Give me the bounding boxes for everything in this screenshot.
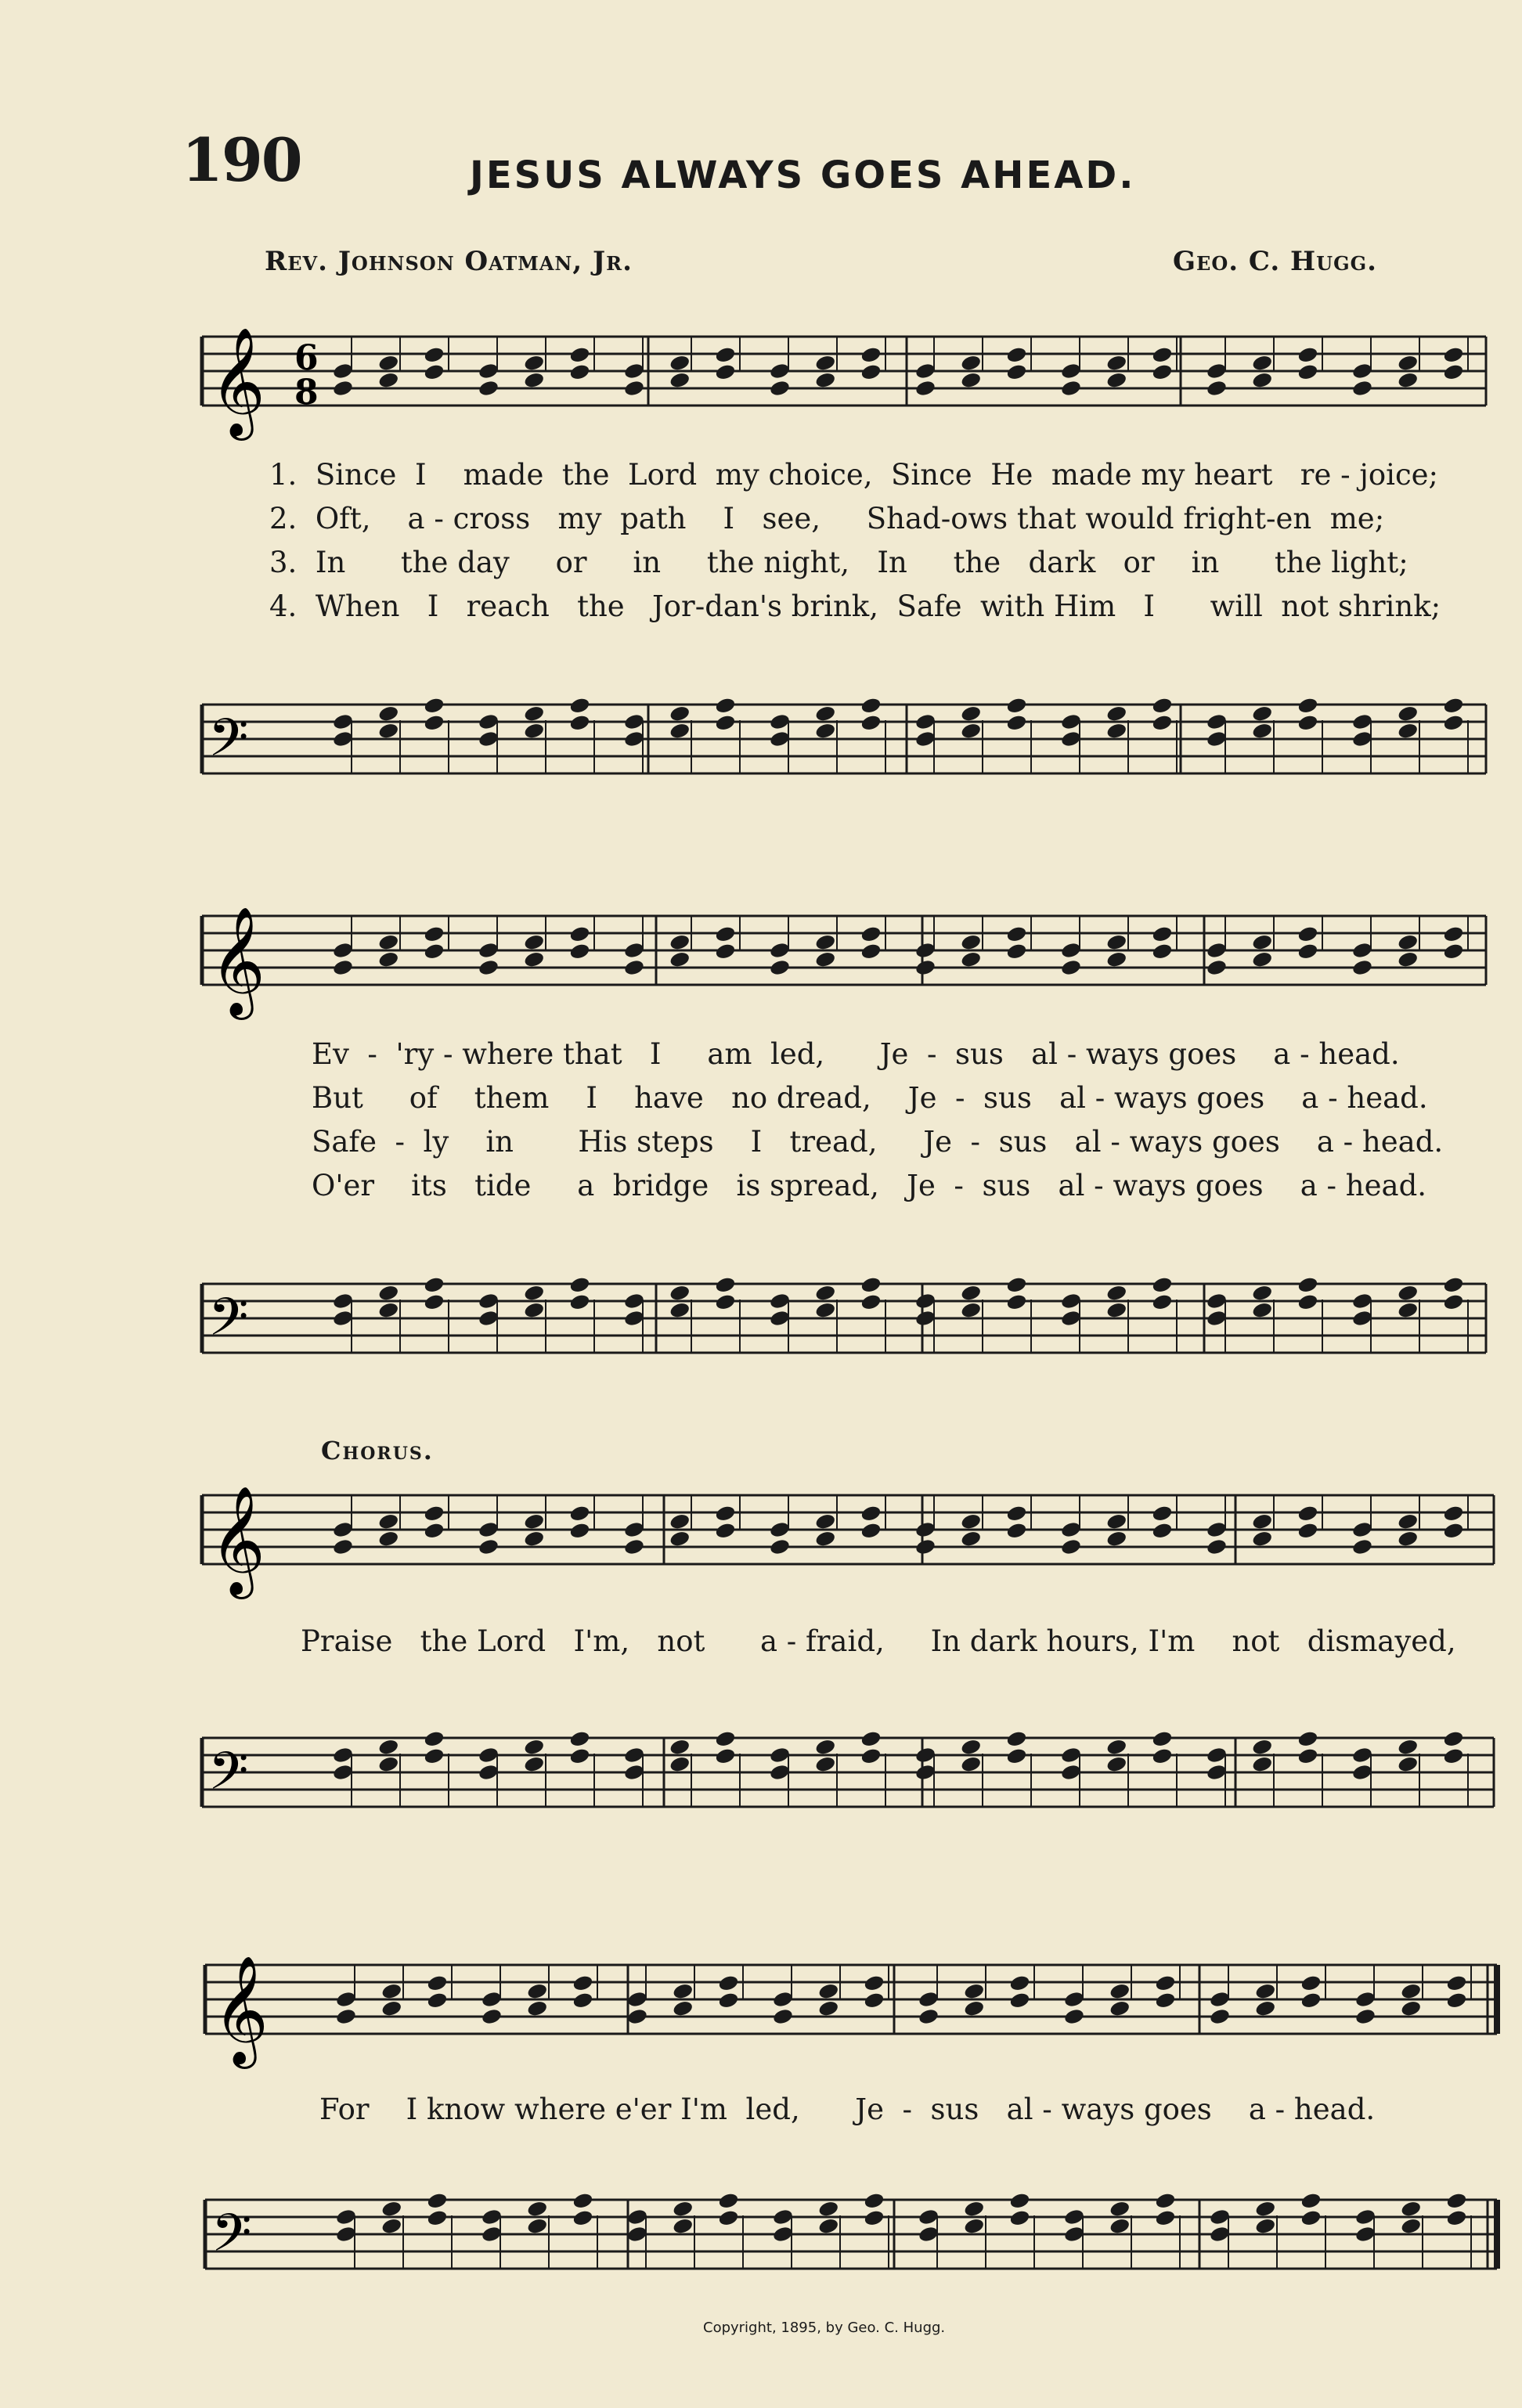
verse-line-2: 2. Oft, a - cross my path I see, Shad-ows that would fright-en me; <box>269 502 1385 535</box>
treble-staff-chorus-1 <box>202 1480 1494 1613</box>
chorus-line-1: Praise the Lord I'm, not a - fraid, In dark hours, I'm not dismayed, <box>301 1624 1456 1658</box>
treble-staff-chorus-2 <box>205 1949 1497 2082</box>
chorus-label: Chorus. <box>321 1436 434 1465</box>
treble-clef-icon: 𝄞 <box>210 327 265 436</box>
page-number: 190 <box>182 125 301 195</box>
chorus-line-2: For I know where e'er I'm led, Je - sus al - ways goes a - head. <box>319 2093 1376 2126</box>
treble-staff-system-2 <box>202 900 1486 1033</box>
verse-line-6: But of them I have no dread, Je - sus al - ways goes a - head. <box>312 1081 1428 1115</box>
svg-text:𝄢: 𝄢 <box>208 1741 249 1814</box>
svg-text:𝄢: 𝄢 <box>208 1287 249 1360</box>
bass-staff-chorus-2 <box>205 2184 1497 2302</box>
svg-text:𝄞: 𝄞 <box>213 1956 269 2064</box>
treble-staff-system-1 <box>202 321 1486 454</box>
bass-staff-chorus-1 <box>202 1722 1494 1840</box>
verse-line-7: Safe - ly in His steps I tread, Je - sus al - ways goes a - head. <box>312 1125 1444 1159</box>
verse-line-8: O'er its tide a bridge is spread, Je - sus al - ways goes a - head. <box>312 1169 1427 1202</box>
verse-line-4: 4. When I reach the Jor-dan's brink, Safe with Him I will not shrink; <box>269 589 1441 623</box>
svg-text:𝄞: 𝄞 <box>210 907 265 1015</box>
author-credit: Rev. Johnson Oatman, Jr. <box>265 246 633 277</box>
hymn-title: JESUS ALWAYS GOES AHEAD. <box>470 153 1136 197</box>
composer-credit: Geo. C. Hugg. <box>1173 246 1377 277</box>
verse-line-3: 3. In the day or in the night, In the dark or in the light; <box>269 546 1408 579</box>
verse-line-1: 1. Since I made the Lord my choice, Since He made my heart re - joice; <box>269 458 1439 492</box>
bass-staff-system-1 <box>202 689 1486 806</box>
svg-text:𝄞: 𝄞 <box>210 1486 265 1595</box>
svg-text:6: 6 <box>294 338 319 378</box>
copyright-notice: Copyright, 1895, by Geo. C. Hugg. <box>703 2320 946 2336</box>
bass-clef-icon: 𝄢 <box>208 708 249 780</box>
verse-line-5: Ev - 'ry - where that I am led, Je - sus al - ways goes a - head. <box>312 1037 1400 1071</box>
bass-staff-system-2 <box>202 1268 1486 1386</box>
svg-text:8: 8 <box>294 373 319 413</box>
svg-text:𝄢: 𝄢 <box>211 2203 252 2276</box>
